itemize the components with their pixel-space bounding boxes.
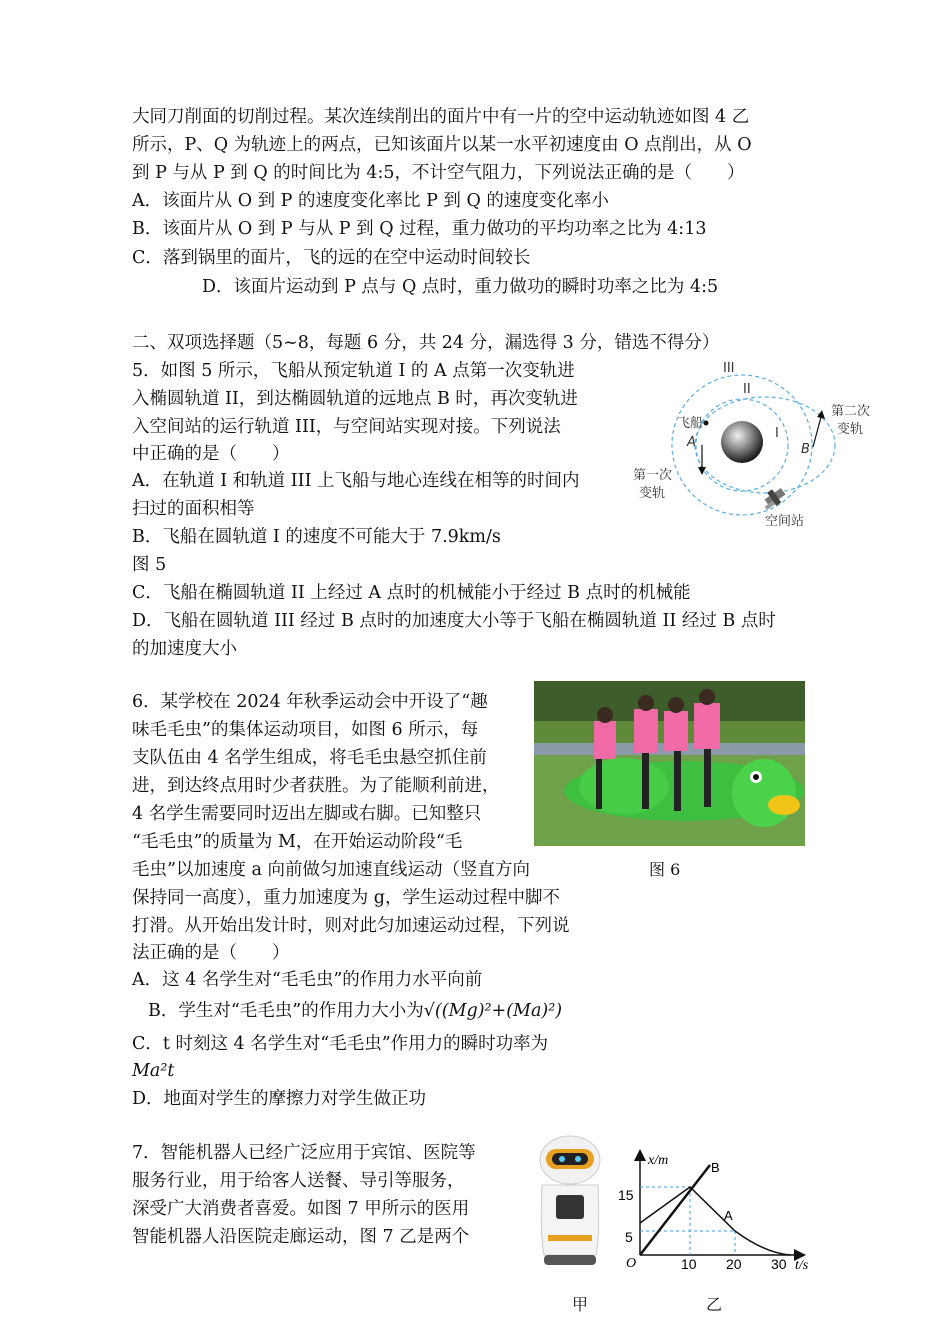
space-station-icon bbox=[765, 488, 786, 510]
q7-line-2: 服务行业，用于给客人送餐、导引等服务， bbox=[132, 1171, 465, 1191]
line-robot-b bbox=[640, 1165, 710, 1255]
line-robot-a bbox=[640, 1187, 790, 1255]
robot-caption-jia: 甲 bbox=[572, 1295, 589, 1314]
label-ship: 飞船 bbox=[677, 416, 704, 431]
q5-option-d-2: 的加速度大小 bbox=[132, 639, 237, 659]
q6-line-6: “毛毛虫”的质量为 M，在开始运动阶段“毛 bbox=[132, 832, 463, 852]
q6-line-10: 法正确的是（ ） bbox=[132, 943, 290, 963]
y-axis-label: x/m bbox=[648, 1153, 669, 1168]
second-arrow bbox=[813, 417, 821, 447]
q6-figure-caption: 图 6 bbox=[649, 860, 681, 879]
label-point-b: B bbox=[801, 442, 810, 457]
origin-label: O bbox=[626, 1256, 637, 1271]
x-tick-30: 30 bbox=[771, 1256, 787, 1272]
graph-caption-yi: 乙 bbox=[706, 1295, 723, 1314]
q5-option-a-2: 扫过的面积相等 bbox=[132, 499, 255, 519]
label-first-change-2: 变轨 bbox=[639, 486, 666, 501]
q4-option-b: B．该面片从 O 到 P 与从 P 到 Q 过程，重力做功的平均功率之比为 4:13 bbox=[132, 219, 707, 239]
q4-option-d: D．该面片运动到 P 点与 Q 点时，重力做功的瞬时功率之比为 4:5 bbox=[202, 277, 719, 297]
y-tick-15: 15 bbox=[618, 1187, 634, 1203]
label-point-a: A bbox=[687, 435, 696, 450]
q4-line-1: 大同刀削面的切削过程。某次连续削出的面片中有一片的空中运动轨迹如图 4 乙 bbox=[132, 107, 750, 127]
q5-option-c: C．飞船在椭圆轨道 II 上经过 A 点时的机械能小于经过 B 点时的机械能 bbox=[132, 583, 691, 603]
q4-option-a: A．该面片从 O 到 P 的速度变化率比 P 到 Q 的速度变化率小 bbox=[132, 191, 609, 211]
q5-line-4: 中正确的是（ ） bbox=[132, 444, 290, 464]
q5-line-1: 5．如图 5 所示，飞船从预定轨道 I 的 A 点第一次变轨进 bbox=[132, 361, 575, 381]
robot-illustration bbox=[530, 1135, 610, 1270]
q5-option-a-1: A．在轨道 I 和轨道 III 上飞船与地心连线在相等的时间内 bbox=[132, 471, 580, 491]
q5-option-d-1: D．飞船在圆轨道 III 经过 B 点时的加速度大小等于飞船在椭圆轨道 II 经过 B 点时 bbox=[132, 611, 776, 631]
ship-dot bbox=[704, 421, 709, 426]
q6-option-b bbox=[148, 1001, 562, 1021]
q6-line-5: 4 名学生需要同时迈出左脚或右脚。已知整只 bbox=[132, 804, 482, 824]
label-second-change-1: 第二次 bbox=[831, 404, 871, 419]
q6-line-1: 6．某学校在 2024 年秋季运动会中开设了“趣 bbox=[132, 692, 488, 712]
q6-line-4: 进，到达终点用时少者获胜。为了能顺利前进， bbox=[132, 776, 500, 796]
orbit-diagram bbox=[625, 355, 885, 535]
point-a-label: A bbox=[724, 1208, 733, 1223]
q6-line-2: 味毛毛虫”的集体运动项目，如图 6 所示，每 bbox=[132, 720, 479, 740]
q5-line-2: 入椭圆轨道 II，到达椭圆轨道的远地点 B 时，再次变轨进 bbox=[132, 389, 578, 409]
q6-option-b-text: B．学生对“毛毛虫”的作用力大小为 bbox=[148, 1001, 424, 1021]
q6-option-b-formula: √((Mg)²+(Ma)²) bbox=[423, 1001, 563, 1021]
q5-line-3: 入空间站的运行轨道 III，与空间站实现对接。下列说法 bbox=[132, 417, 561, 437]
q5-figure-caption: 图 5 bbox=[132, 555, 167, 575]
q4-line-2: 所示，P、Q 为轨迹上的两点，已知该面片以某一水平初速度由 O 点削出，从 O bbox=[132, 135, 752, 155]
label-orbit-2: II bbox=[743, 382, 751, 397]
q6-option-c-1: C．t 时刻这 4 名学生对“毛毛虫”作用力的瞬时功率为 bbox=[132, 1034, 549, 1054]
q6-line-7: 毛虫”以加速度 a 向前做匀加速直线运动（竖直方向 bbox=[132, 860, 531, 880]
q4-option-c: C．落到锅里的面片，飞的远的在空中运动时间较长 bbox=[132, 248, 531, 268]
q7-line-1: 7．智能机器人已经广泛应用于宾馆、医院等 bbox=[132, 1143, 476, 1163]
label-space-station: 空间站 bbox=[765, 514, 805, 529]
x-t-graph bbox=[615, 1145, 820, 1275]
label-orbit-3: III bbox=[723, 361, 735, 376]
q6-option-a: A．这 4 名学生对“毛毛虫”的作用力水平向前 bbox=[132, 970, 483, 990]
q6-option-c-2: Ma²t bbox=[132, 1061, 175, 1081]
x-tick-20: 20 bbox=[726, 1256, 742, 1272]
q6-line-3: 支队伍由 4 名学生组成，将毛毛虫悬空抓住前 bbox=[132, 748, 487, 768]
q6-line-9: 打滑。从开始出发计时，则对此匀加速运动过程，下列说 bbox=[132, 916, 570, 936]
q4-line-3: 到 P 与从 P 到 Q 的时间比为 4:5，不计空气阻力，下列说法正确的是（ ） bbox=[132, 163, 745, 183]
point-b-label: B bbox=[711, 1160, 720, 1175]
q5-option-b: B．飞船在圆轨道 I 的速度不可能大于 7.9km/s bbox=[132, 527, 501, 547]
label-first-change-1: 第一次 bbox=[633, 468, 673, 483]
q7-line-3: 深受广大消费者喜爱。如图 7 甲所示的医用 bbox=[132, 1199, 470, 1219]
caterpillar-photo bbox=[534, 681, 805, 846]
q6-option-d: D．地面对学生的摩擦力对学生做正功 bbox=[132, 1089, 427, 1109]
earth bbox=[721, 421, 763, 463]
q6-line-8: 保持同一高度），重力加速度为 g，学生运动过程中脚不 bbox=[132, 888, 561, 908]
q7-line-4: 智能机器人沿医院走廊运动，图 7 乙是两个 bbox=[132, 1227, 470, 1247]
label-orbit-1: I bbox=[775, 426, 779, 441]
x-axis-label: t/s bbox=[795, 1258, 809, 1273]
section-heading: 二、双项选择题（5~8，每题 6 分，共 24 分，漏选得 3 分，错选不得分） bbox=[132, 333, 720, 353]
y-tick-5: 5 bbox=[625, 1229, 633, 1245]
x-tick-10: 10 bbox=[681, 1256, 697, 1272]
label-second-change-2: 变轨 bbox=[837, 422, 864, 437]
